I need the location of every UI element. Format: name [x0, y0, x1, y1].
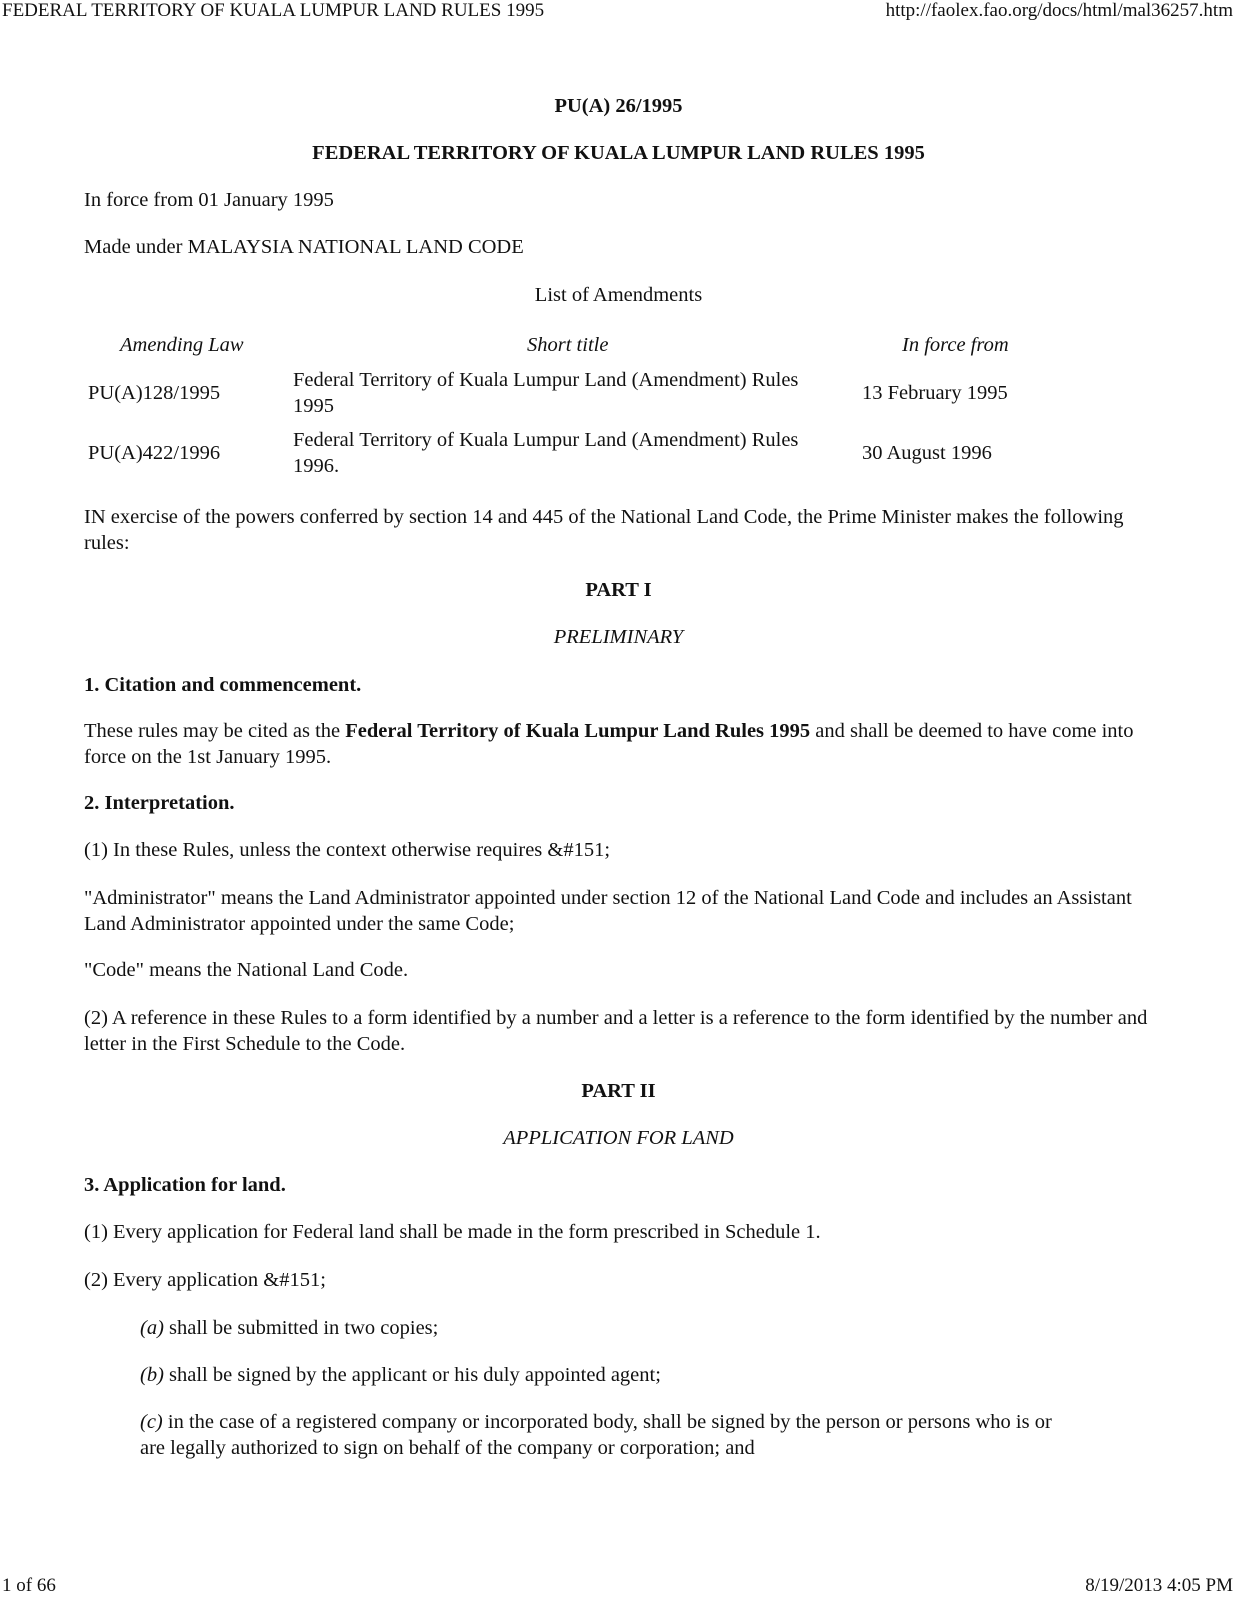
list-item-text: in the case of a registered company or incorporated body, shall be signed by the person or persons who is or are legally authorized to sign on behalf of the company or corporation; and: [140, 1411, 1052, 1459]
section-2-paragraph-1: (1) In these Rules, unless the context otherwise requires &#151;: [84, 839, 611, 861]
amend-date-cell: 13 February 1995: [862, 382, 1008, 404]
list-item: [140, 1409, 1080, 1461]
definition-administrator: "Administrator" means the Land Administrator appointed under section 12 of the National Land Code and includes an Assistant Land Administrator appointed under the same Code;: [84, 887, 1132, 935]
running-header-title: FEDERAL TERRITORY OF KUALA LUMPUR LAND RULES 1995: [2, 0, 545, 21]
list-item-text: shall be signed by the applicant or his duly appointed agent;: [163, 1364, 661, 1386]
col-header-in-force-from: In force from: [902, 334, 1009, 356]
list-item-text: shall be submitted in two copies;: [163, 1317, 439, 1339]
amend-title-cell: Federal Territory of Kuala Lumpur Land (Amendment) Rules 1996.: [293, 429, 799, 477]
running-header-url[interactable]: http://faolex.fao.org/docs/html/mal36257.htm: [885, 0, 1233, 21]
section-3-paragraph-1: (1) Every application for Federal land shall be made in the form prescribed in Schedule 1.: [84, 1221, 821, 1243]
amendments-heading: List of Amendments: [534, 284, 703, 306]
definition-code: "Code" means the National Land Code.: [84, 959, 409, 981]
col-header-short-title: Short title: [527, 334, 609, 356]
list-item: [140, 1315, 1150, 1341]
amend-law-cell: PU(A)422/1996: [88, 442, 221, 464]
section-3-paragraph-2: (2) Every application &#151;: [84, 1269, 326, 1291]
part-1-heading: PART I: [585, 579, 652, 601]
list-item: [140, 1362, 1150, 1388]
section-2-heading: 2. Interpretation.: [84, 792, 235, 814]
amend-law-cell: PU(A)128/1995: [88, 382, 221, 404]
made-under-line: Made under MALAYSIA NATIONAL LAND CODE: [84, 236, 524, 258]
preamble-paragraph: IN exercise of the powers conferred by section 14 and 445 of the National Land Code, the Prime Minister makes the following rules:: [84, 506, 1124, 554]
part-2-title: APPLICATION FOR LAND: [503, 1127, 734, 1149]
section-1-heading: 1. Citation and commencement.: [84, 674, 362, 696]
document-title: FEDERAL TERRITORY OF KUALA LUMPUR LAND RULES 1995: [312, 142, 925, 164]
short-title-bold: Federal Territory of Kuala Lumpur Land Rules 1995: [345, 720, 811, 742]
section-1-text-end: and shall be deemed to have come into force on the 1st January 1995.: [84, 720, 1134, 768]
part-1-title: PRELIMINARY: [553, 626, 684, 648]
list-item-label: (a): [140, 1317, 164, 1339]
part-2-heading: PART II: [581, 1080, 656, 1102]
print-timestamp: 8/19/2013 4:05 PM: [1085, 1575, 1233, 1596]
pu-number: PU(A) 26/1995: [554, 95, 683, 117]
section-1-text-start: These rules may be cited as the: [84, 720, 346, 742]
section-2-paragraph-2: (2) A reference in these Rules to a form identified by a number and a letter is a reference to the form identified by the number and letter in the First Schedule to the Code.: [84, 1007, 1148, 1055]
amend-date-cell: 30 August 1996: [862, 442, 992, 464]
section-1-text: [84, 718, 1154, 770]
amend-title-cell: Federal Territory of Kuala Lumpur Land (Amendment) Rules 1995: [293, 369, 799, 417]
list-item-label: (b): [140, 1364, 164, 1386]
col-header-amending-law: Amending Law: [120, 334, 244, 356]
section-3-heading: 3. Application for land.: [84, 1174, 286, 1196]
list-item-label: (c): [140, 1411, 163, 1433]
in-force-line: In force from 01 January 1995: [84, 189, 334, 211]
page-counter: 1 of 66: [2, 1575, 56, 1596]
